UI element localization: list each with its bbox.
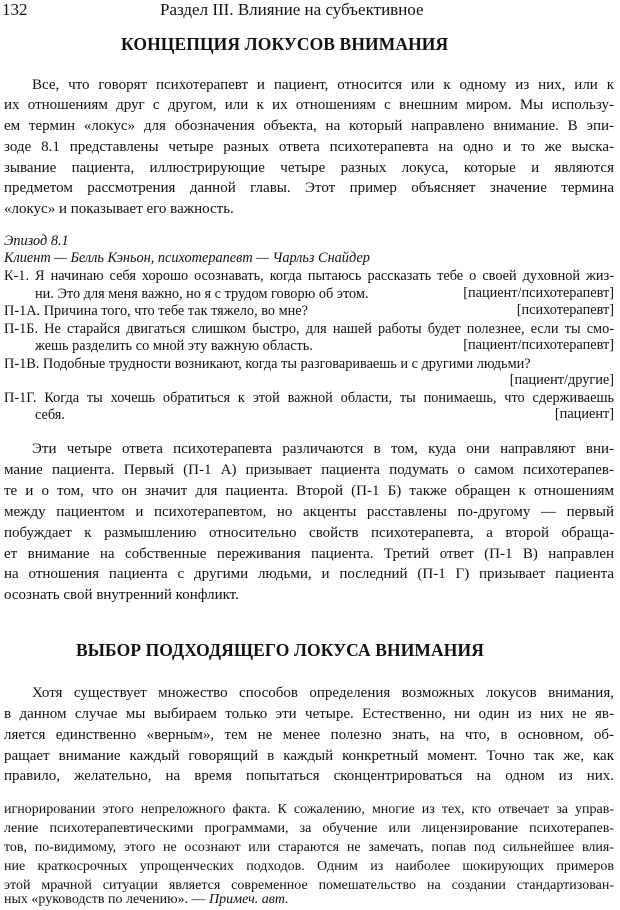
footnote-line: ление психотерапевтическими программами, за обучение или лицензирование психотерапев- [4,821,614,836]
paragraph-line: Эти четыре ответа психотерапевта различаются в том, куда они направляют вни- [32,441,614,457]
episode-line-k1-cont: ни. Это для меня важно, но я с трудом говорю об этом. [35,286,369,302]
paragraph-line: те и о том, что он значит для пациента. Второй (П-1 Б) также обращен к отношениям [4,483,614,499]
locus-tag: [пациент] [554,406,614,422]
episode-line-p1b: П-1Б. Не старайся двигаться слишком быстро, для нашей работы будет полезнее, если ты смо- [4,321,614,337]
paragraph-line: Все, что говорят психотерапевт и пациент, относится или к одному из них, или к [32,77,614,93]
paragraph-line: ет внимание на собственные переживания пациента. Третий ответ (П-1 В) направлен [4,546,614,562]
footnote-line: игнорировании этого непреложного факта. К сожалению, многие из тех, кто отвечает за управ- [4,802,614,817]
paragraph-line: мание пациента. Первый (П-1 А) призывает пациента подумать о самом психотерапев- [4,462,614,478]
episode-line-k1: К-1. Я начинаю себя хорошо осознавать, когда пытаюсь рассказать тебе о своей духовной жиз- [4,268,614,284]
episode-label: Эпизод 8.1 [4,233,69,249]
locus-tag: [психотерапевт] [516,302,614,318]
footnote-last-line [4,891,289,909]
paragraph-line: на отношения пациента с другими людьми, и последний (П-1 Г) призывает пациента [4,566,614,582]
episode-line-p1g-cont: себя. [35,407,65,423]
paragraph-line: «локус» и показывает его важность. [4,201,234,217]
paragraph-line: их отношениям друг с другом, или к их отношениям с внешним миром. Мы использу- [4,97,614,113]
paragraph-line: Хотя существует множество способов определения возможных локусов внимания, [32,685,614,701]
locus-tag: [пациент/психотерапевт] [463,285,614,301]
footnote-last-text: ных «руководств по лечению». — [4,892,206,907]
paragraph-line: между пациентом и психотерапевтом, но акценты расставлены по-другому — первый [4,504,614,520]
paragraph-line: ращает внимание каждый говорящий в каждый конкретный момент. Точно так же, как [4,748,614,764]
locus-tag: [пациент/другие] [509,372,614,388]
section-title-concept: КОНЦЕПЦИЯ ЛОКУСОВ ВНИМАНИЯ [121,34,449,54]
locus-tag: [пациент/психотерапевт] [463,337,614,353]
episode-line-p1a: П-1А. Причина того, что тебе так тяжело, во мне? [4,303,308,319]
paragraph-line: ем термин «локус» для обозначения объекта, на который направлено внимание. В эпи- [4,118,614,134]
section-title-choice: ВЫБОР ПОДХОДЯЩЕГО ЛОКУСА ВНИМАНИЯ [76,640,484,660]
paragraph-line: побуждает к размышлению относительно свойств психотерапевта, а второй обраща- [4,525,614,541]
paragraph-line: в данном случае мы выбираем только эти четыре. Естественно, ни один из них не яв- [4,706,614,722]
paragraph-line: ляется единственно «верным», тем не менее полезно знать, на что, в основном, об- [4,727,614,743]
episode-participants: Клиент — Белль Кэньон, психотерапевт — Чарльз Снайдер [4,250,370,266]
footnote-note: Примеч. авт. [209,892,289,907]
paragraph-line: правило, желательно, на время попытаться сконцентрироваться на одном из них. [4,768,614,784]
footnote-line: ние краткосрочных упрощенческих подходов. Одним из наиболее шокирующих примеров [4,859,614,874]
paragraph-line: зывание пациента, иллюстрирующие четыре разных локуса, которые и являются [4,160,614,176]
footnote-line: тов, по-видимому, этого не осознают или стараются не замечать, попав под сильнейшее влия- [4,840,614,855]
episode-line-p1g: П-1Г. Когда ты хочешь обратиться к этой важной области, ты понимаешь, что сдерживаешь [4,390,614,406]
episode-line-p1b-cont: жешь разделить со мной эту важную область. [35,338,313,354]
page-number: 132 [2,0,28,19]
paragraph-line: осознать свой внутренний конфликт. [4,587,239,603]
footnote-line: этой мрачной ситуации является современное помешательство на создании стандартизован- [4,878,614,893]
paragraph-line: предметом рассмотрения данной главы. Этот пример объясняет значение термина [4,180,614,196]
episode-line-p1v: П-1В. Подобные трудности возникают, когда ты разговариваешь и с другими людьми? [4,356,531,372]
paragraph-line: зоде 8.1 представлены четыре разных ответа психотерапевта на одно и то же выска- [4,139,614,155]
running-title: Раздел III. Влияние на субъективное [160,0,424,19]
